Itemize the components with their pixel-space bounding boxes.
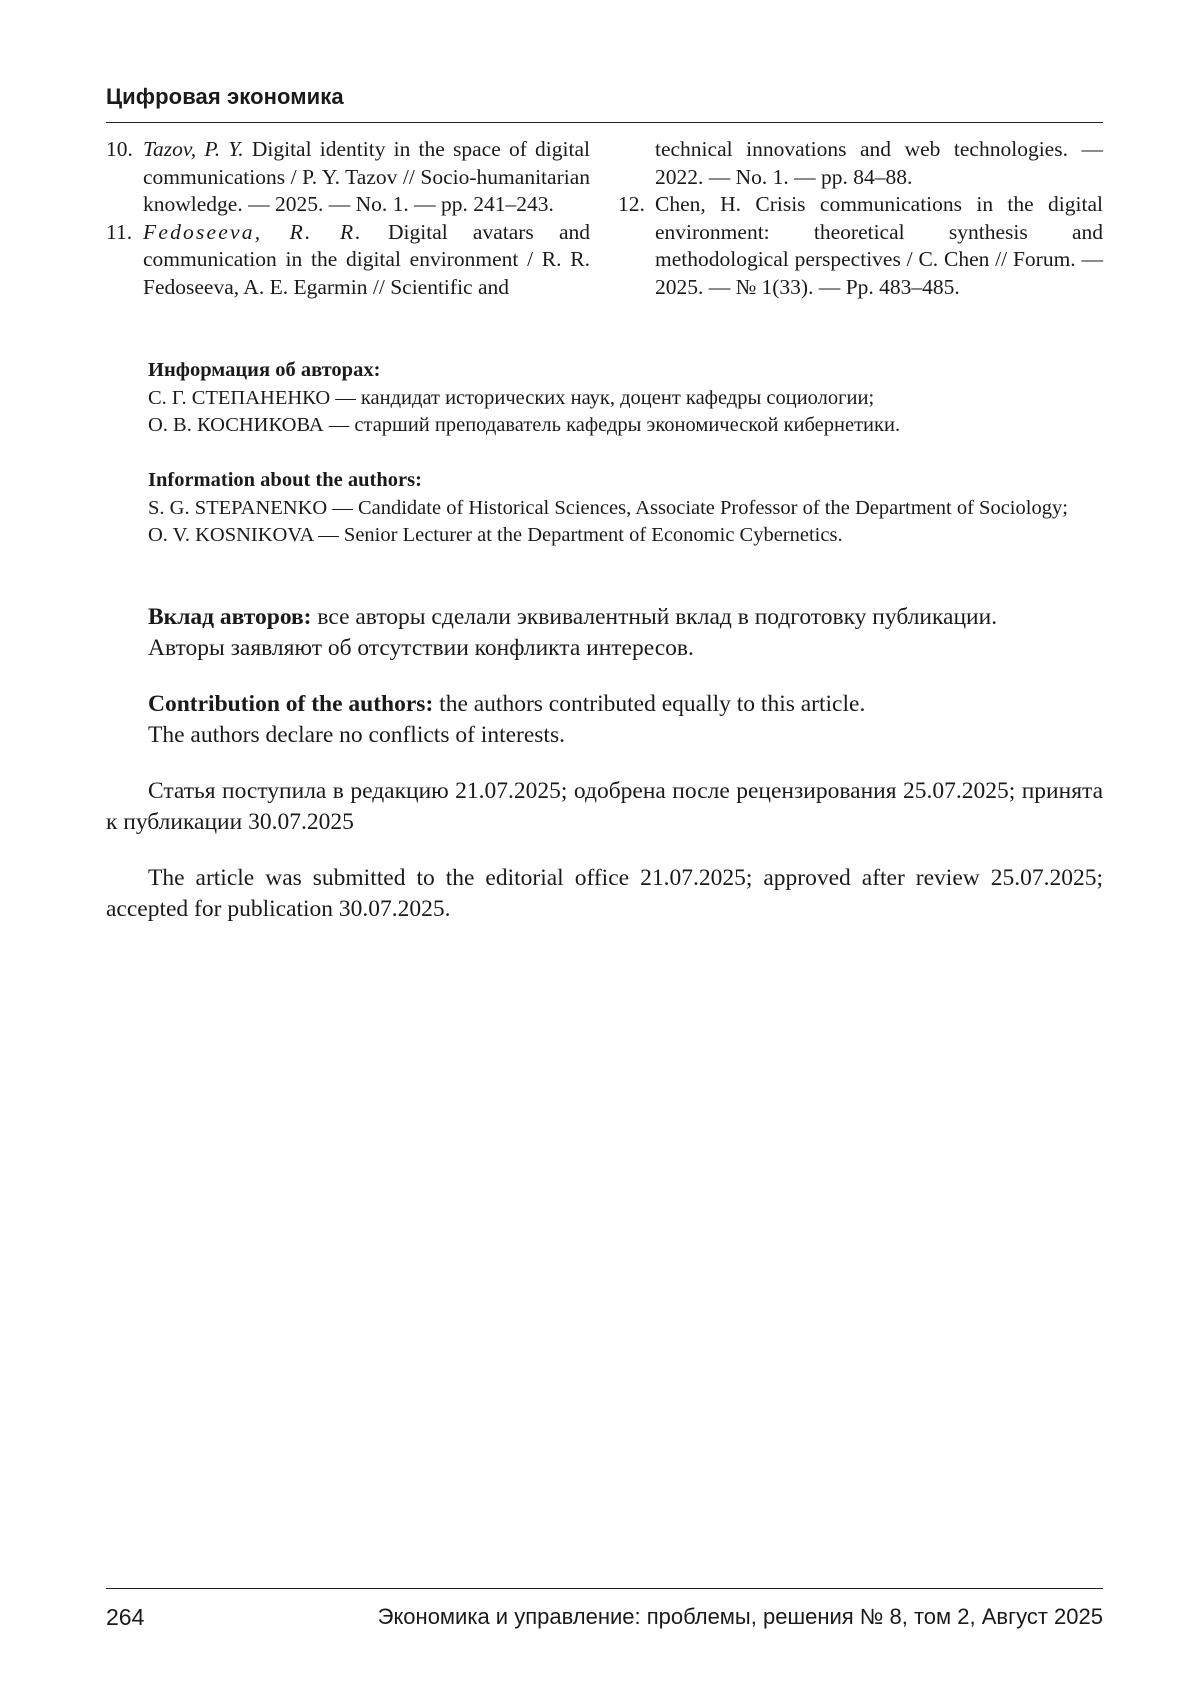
dates-ru: Статья поступила в редакцию 21.07.2025; одобрена после рецензирования 25.07.2025; принята к публикации 30.07.2025 (106, 776, 1103, 837)
contribution-ru (106, 602, 1103, 663)
references-column-left (106, 136, 590, 301)
header-rule (106, 122, 1103, 123)
reference-author: Fedoseeva, R. R. (143, 220, 363, 244)
reference-item (106, 219, 590, 302)
dates-en: The article was submitted to the editorial office 21.07.2025; approved after review 25.07.2025; accepted for publication 30.07.2025. (106, 863, 1103, 924)
conflict-ru: Авторы заявляют об отсутствии конфликта интересов. (106, 633, 1103, 664)
contribution-en (106, 689, 1103, 750)
reference-text: Digital avatars and communication in the digital environment / R. R. Fedoseeva, A. E. Egarmin // Scientific and (143, 220, 590, 299)
authors-info-en (106, 467, 1103, 550)
conflict-en: The authors declare no conflicts of interests. (106, 720, 1103, 751)
author-line: О. В. КОСНИКОВА — старший преподаватель кафедры экономической кибернетики. (106, 412, 1103, 440)
reference-number: 12. (618, 191, 645, 219)
author-line: С. Г. СТЕПАНЕНКО — кандидат исторических наук, доцент кафедры социологии; (106, 385, 1103, 413)
author-line: O. V. KOSNIKOVA — Senior Lecturer at the Department of Economic Cybernetics. (106, 522, 1103, 550)
contribution-en-label: Contribution of the authors: (148, 691, 433, 717)
author-line: S. G. STEPANENKO — Candidate of Historical Sciences, Associate Professor of the Department of Sociology; (106, 495, 1103, 523)
reference-text: Digital identity in the space of digital communications / P. Y. Tazov // Socio-humanitarian knowledge. — 2025. — No. 1. — pp. 241–243. (143, 137, 590, 216)
reference-item (618, 191, 1103, 301)
reference-text: Chen, H. Crisis communications in the digital environment: theoretical synthesis and methodological perspectives / C. Chen // Forum. — 2025. — № 1(33). — Pp. 483–485. (655, 192, 1103, 299)
authors-info-ru (106, 357, 1103, 440)
reference-number: 11. (106, 219, 132, 247)
journal-title: Экономика и управление: проблемы, решения № 8, том 2, Август 2025 (378, 1604, 1103, 1630)
reference-continuation: technical innovations and web technologies. — 2022. — No. 1. — pp. 84–88. (618, 136, 1103, 191)
journal-page (106, 0, 1103, 1698)
authors-info-en-heading: Information about the authors: (106, 467, 1103, 495)
references-column-right (618, 136, 1103, 301)
reference-number: 10. (106, 136, 133, 164)
contribution-ru-text: все авторы сделали эквивалентный вклад в подготовку публикации. (312, 604, 998, 630)
reference-item (106, 136, 590, 219)
authors-info-ru-heading: Информация об авторах: (106, 357, 1103, 385)
page-number: 264 (106, 1604, 144, 1631)
contribution-en-text: the authors contributed equally to this article. (433, 691, 865, 717)
contribution-ru-label: Вклад авторов: (148, 604, 312, 630)
footer-rule (106, 1588, 1103, 1589)
reference-author: Tazov, P. Y. (143, 137, 244, 161)
section-title: Цифровая экономика (106, 84, 344, 110)
